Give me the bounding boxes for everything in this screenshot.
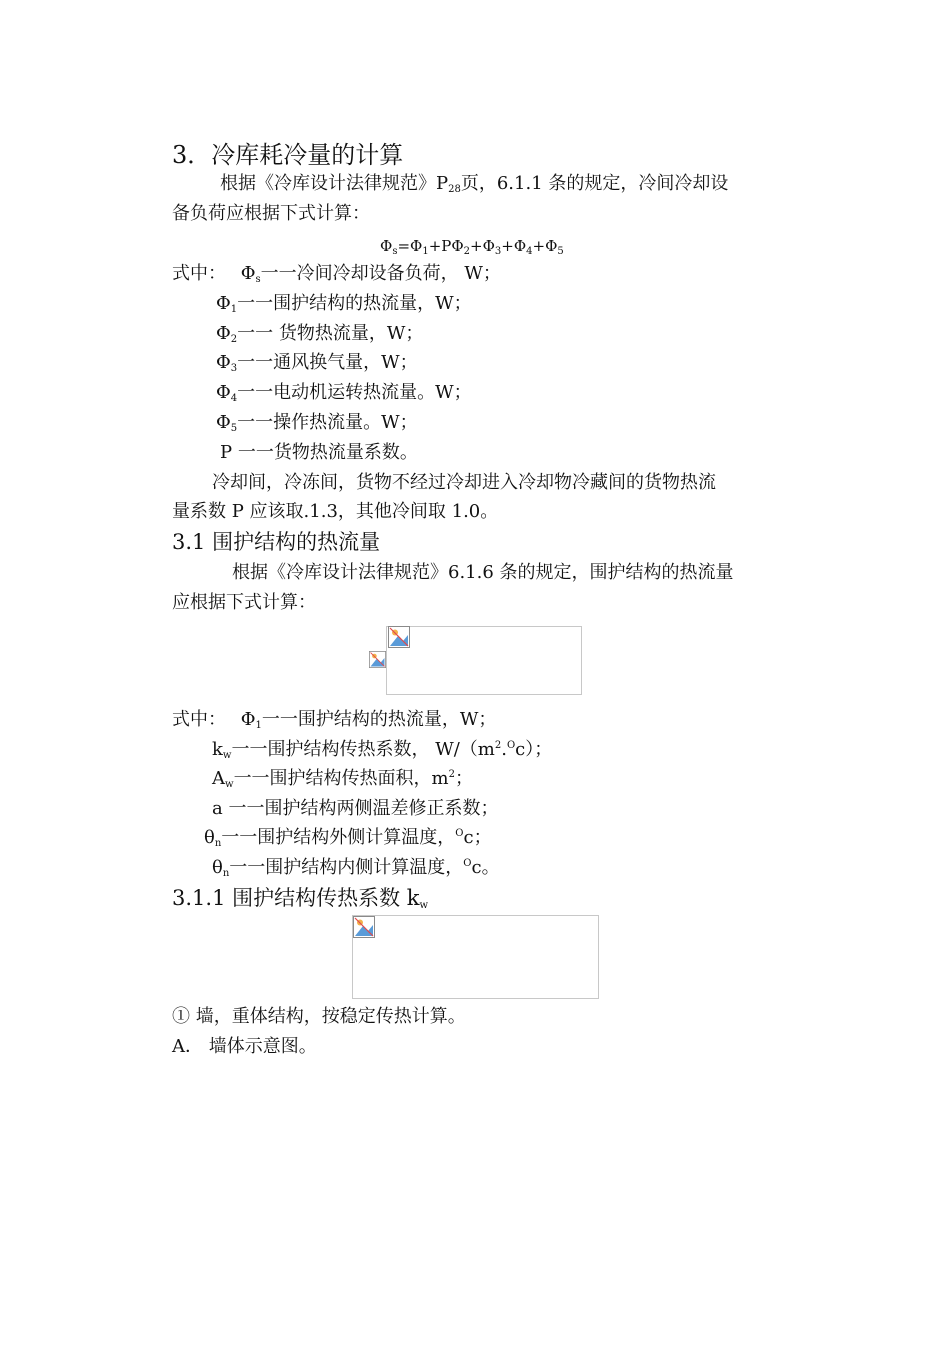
subscript: 3 xyxy=(494,246,502,257)
paragraph-1-line-2: 备负荷应根据下式计算： xyxy=(172,203,370,224)
definition-phi-3 xyxy=(216,351,418,375)
text: 一一围护结构传热面积，m xyxy=(233,768,449,789)
subscript: 1 xyxy=(422,246,429,257)
symbol: Φ xyxy=(216,382,231,403)
definition-phi-4 xyxy=(216,381,472,405)
symbol: Φ xyxy=(216,412,231,433)
definition-a: a 一一围护结构两侧温差修正系数； xyxy=(212,798,499,819)
subscript: w xyxy=(225,779,234,790)
text: 一一围护结构内侧计算温度， xyxy=(229,857,464,878)
text: +Φ xyxy=(470,237,495,255)
definition-phi-5 xyxy=(216,411,418,435)
subscript: s xyxy=(255,274,261,285)
section-3-1-title: 3.1 围护结构的热流量 xyxy=(172,530,381,554)
text: c； xyxy=(463,827,492,848)
subscript: w xyxy=(419,900,429,911)
broken-image-icon xyxy=(353,916,375,938)
subscript: 4 xyxy=(526,246,533,257)
subscript: 4 xyxy=(230,393,238,404)
text: 一一通风换气量，W； xyxy=(237,352,418,373)
superscript: 2 xyxy=(448,769,456,780)
definition-theta-outer xyxy=(204,826,492,850)
subscript: w xyxy=(222,750,232,761)
text: 一一围护结构的热流量，W； xyxy=(237,293,472,314)
text: +PΦ xyxy=(428,237,464,255)
text: 一一围护结构的热流量，W； xyxy=(261,709,497,730)
text: =Φ xyxy=(397,237,423,255)
definition-phi-1-wall xyxy=(172,708,496,732)
text: 一一围护结构外侧计算温度， xyxy=(221,827,456,848)
symbol: 式中： Φ xyxy=(172,709,256,730)
text: ； xyxy=(455,768,474,789)
text: +Φ xyxy=(501,237,527,255)
symbol: P xyxy=(220,442,233,463)
definition-phi-1 xyxy=(216,292,472,316)
text: 根据《冷库设计法律规范》P xyxy=(220,173,449,194)
subscript: s xyxy=(392,246,398,257)
definition-kw xyxy=(212,738,552,762)
symbol: A xyxy=(212,768,225,789)
symbol: Φ xyxy=(216,293,231,314)
superscript: 2 xyxy=(494,740,502,751)
paragraph-3-line-1: 根据《冷库设计法律规范》6.1.6 条的规定，围护结构的热流量 xyxy=(232,562,734,583)
subscript: 2 xyxy=(230,334,238,345)
broken-image-icon xyxy=(369,651,386,668)
symbol: k xyxy=(212,739,223,760)
definition-theta-inner xyxy=(212,856,500,880)
paragraph-3-line-2: 应根据下式计算： xyxy=(172,592,316,613)
symbol: θ xyxy=(212,857,223,878)
text: 一一围护结构传热系数， W/（m xyxy=(231,739,495,760)
paragraph-2-line-2: 量系数 P 应该取.1.3，其他冷间取 1.0。 xyxy=(172,501,499,522)
symbol: Φ xyxy=(216,323,231,344)
symbol: θ xyxy=(204,827,215,848)
item-wall-diagram: A． 墙体示意图。 xyxy=(172,1036,317,1057)
text: 一一货物热流量系数。 xyxy=(232,442,418,463)
subscript: 1 xyxy=(230,304,238,315)
subscript: 3 xyxy=(230,363,238,374)
text: . xyxy=(501,739,507,760)
subscript: n xyxy=(214,838,222,849)
formula-image-frame xyxy=(352,915,599,999)
broken-image-icon xyxy=(388,626,410,648)
definition-p xyxy=(220,441,418,465)
text: 3.1.1 围护结构传热系数 k xyxy=(172,886,420,910)
text: 一一操作热流量。W； xyxy=(237,412,418,433)
text: c。 xyxy=(471,857,500,878)
formula-cooling-load xyxy=(380,234,564,258)
subscript: 2 xyxy=(463,246,471,257)
definition-phi-2 xyxy=(216,322,423,346)
superscript: O xyxy=(455,828,464,839)
section-3-1-1-title xyxy=(172,884,428,912)
text: c）； xyxy=(515,739,553,760)
subscript: 5 xyxy=(557,246,564,257)
definition-aw xyxy=(212,767,473,791)
subscript: 28 xyxy=(448,184,461,195)
superscript: O xyxy=(506,740,516,751)
text: Φ xyxy=(380,237,393,255)
symbol: Φ xyxy=(216,352,231,373)
item-wall-structure: ① 墙，重体结构，按稳定传热计算。 xyxy=(172,1006,466,1027)
text: 页，6.1.1 条的规定，冷间冷却设 xyxy=(460,173,729,194)
subscript: n xyxy=(222,868,230,879)
paragraph-2-line-1: 冷却间，冷冻间，货物不经过冷却进入冷却物冷藏间的货物热流 xyxy=(212,472,716,493)
subscript: 5 xyxy=(230,423,238,434)
paragraph-1-line-1 xyxy=(220,172,728,196)
text: 一一 货物热流量，W； xyxy=(237,323,424,344)
formula-image-frame xyxy=(386,626,582,695)
text: +Φ xyxy=(532,237,558,255)
section-3-title: 3．冷库耗冷量的计算 xyxy=(172,141,404,169)
text: 一一冷间冷却设备负荷， W； xyxy=(260,263,501,284)
subscript: 1 xyxy=(255,720,262,731)
symbol: 式中： Φ xyxy=(172,263,256,284)
definition-phi-s xyxy=(172,262,501,286)
text: 一一电动机运转热流量。W； xyxy=(237,382,472,403)
superscript: O xyxy=(463,858,472,869)
